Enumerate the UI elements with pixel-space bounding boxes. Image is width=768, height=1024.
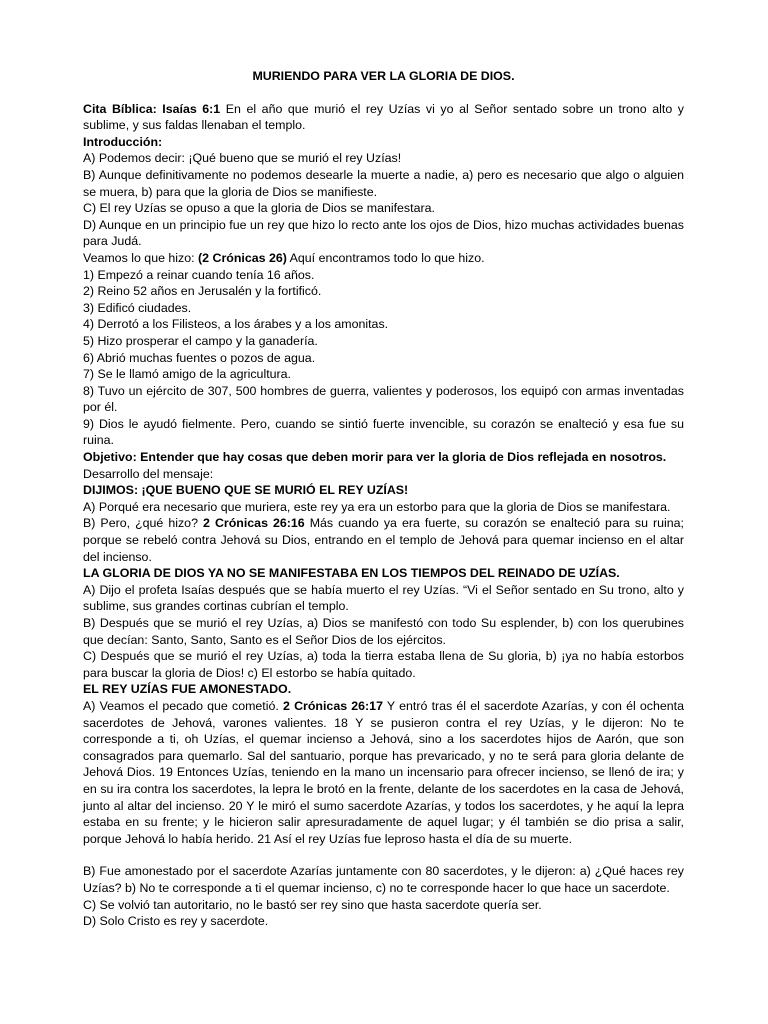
- document-page: [83, 68, 684, 930]
- section-item: [83, 515, 684, 565]
- cita-text: En el año que murió el rey Uzías vi yo al Señor sentado sobre un trono alto y sublime, y sus faldas llenaban el templo.: [83, 101, 684, 133]
- list-item: 5) Hizo prosperar el campo y la ganadería.: [83, 333, 318, 348]
- section-item: B) Fue amonestado por el sacerdote Azarías juntamente con 80 sacerdotes, y le dijeron: a) ¿Qué haces rey Uzías? b) No te corresponde a ti el quemar incienso, c) no te corresponde hacer lo que hace un sacerdote.: [83, 864, 684, 895]
- item-text: Y entró tras él el sacerdote Azarías, y con él ochenta sacerdotes de Jehová, varones valientes. 18 Y se pusieron contra el rey Uzías, y le dijeron: No te corresponde a ti, oh Uzías, el quemar incienso a Jehová, sino a los sacerdotes hijos de Aarón, que son consagrados para quemarlo. Sal del santuario, porque has prevaricado, y no te será para gloria delante de Jehová Dios. 19 Entonces Uzías, teniendo en la mano un incensario para ofrecer incienso, se llenó de ira; y en su ira contra los sacerdotes, la lepra le brotó en la frente, delante de los sacerdotes en la casa de Jehová, junto al altar del incienso. 20 Y le miró el sumo sacerdote Azarías, y todos los sacerdotes, y he aquí la lepra estaba en su frente; y le hicieron salir apresuradamente de aquel lugar; y él también se dio prisa a salir, porque Jehová lo había herido. 21 Así el rey Uzías fue leproso hasta el día de su muerte.: [83, 698, 684, 846]
- section-item: A) Dijo el profeta Isaías después que se había muerto el rey Uzías. “Vi el Señor sentado en Su trono, alto y sublime, sus grandes cortinas cubrían el templo.: [83, 582, 684, 614]
- section-heading: LA GLORIA DE DIOS YA NO SE MANIFESTABA EN LOS TIEMPOS DEL REINADO DE UZÍAS.: [83, 566, 620, 581]
- item-text: A) Veamos el pecado que cometió.: [83, 698, 284, 713]
- veamos-post: Aquí encontramos todo lo que hizo.: [286, 250, 485, 265]
- objetivo-label: Objetivo:: [83, 450, 137, 465]
- section-item: D) Solo Cristo es rey y sacerdote.: [83, 914, 269, 929]
- section-item: B) Después que se murió el rey Uzías, a) Dios se manifestó con todo Su esplender, b) con los querubines que decían: Santo, Santo, Santo es el Señor Dios de los ejércitos.: [83, 616, 684, 647]
- cita-label: Cita Bíblica: Isaías 6:1: [83, 101, 221, 116]
- intro-item: C) El rey Uzías se opuso a que la gloria de Dios se manifestara.: [83, 201, 435, 216]
- section-item: [83, 698, 684, 847]
- intro-item: B) Aunque definitivamente no podemos desearle la muerte a nadie, a) pero es necesario que algo o alguien se muera, b) para que la gloria de Dios se manifieste.: [83, 167, 684, 199]
- page-title: MURIENDO PARA VER LA GLORIA DE DIOS.: [252, 69, 515, 83]
- list-item: 6) Abrió muchas fuentes o pozos de agua.: [83, 350, 316, 365]
- cita-paragraph: [83, 101, 684, 134]
- veamos-ref: (2 Crónicas 26): [198, 250, 287, 265]
- desarrollo-heading: Desarrollo del mensaje:: [83, 466, 214, 481]
- list-item: 9) Dios le ayudó fielmente. Pero, cuando se sintió fuerte invencible, su corazón se enalteció y esa fue su ruina.: [83, 416, 684, 448]
- list-item: 4) Derrotó a los Filisteos, a los árabes y a los amonitas.: [83, 317, 389, 332]
- item-text: B) Pero, ¿qué hizo?: [83, 516, 204, 531]
- list-item: 3) Edificó ciudades.: [83, 300, 192, 315]
- section-heading: DIJIMOS: ¡QUE BUENO QUE SE MURIÓ EL REY UZÍAS!: [83, 483, 409, 498]
- list-item: 2) Reino 52 años en Jerusalén y la fortificó.: [83, 284, 322, 299]
- section-item: C) Se volvió tan autoritario, no le bastó ser rey sino que hasta sacerdote quería ser.: [83, 897, 542, 912]
- intro-heading: Introducción:: [83, 134, 163, 149]
- list-item: 1) Empezó a reinar cuando tenía 16 años.: [83, 267, 315, 282]
- veamos-paragraph: [83, 250, 684, 267]
- intro-item: A) Podemos decir: ¡Qué bueno que se murió el rey Uzías!: [83, 151, 402, 166]
- item-text: Más cuando ya era fuerte, su corazón se enalteció para su ruina; porque se rebeló contra Jehová su Dios, entrando en el templo de Jehová para quemar incienso en el altar del incienso.: [83, 516, 684, 564]
- section-item: A) Porqué era necesario que muriera, este rey ya era un estorbo para que la gloria de Dios se manifestara.: [83, 499, 671, 514]
- veamos-pre: Veamos lo que hizo:: [83, 250, 199, 265]
- list-item: 7) Se le llamó amigo de la agricultura.: [83, 367, 291, 382]
- objetivo-paragraph: [83, 449, 684, 466]
- section-heading: EL REY UZÍAS FUE AMONESTADO.: [83, 682, 292, 697]
- scripture-ref: 2 Crónicas 26:17: [283, 698, 383, 713]
- objetivo-text: Entender que hay cosas que deben morir para ver la gloria de Dios reflejada en nosotros.: [136, 450, 667, 465]
- list-item: 8) Tuvo un ejército de 307, 500 hombres de guerra, valientes y poderosos, los equipó con armas inventadas por él.: [83, 383, 684, 415]
- intro-item: D) Aunque en un principio fue un rey que hizo lo recto ante los ojos de Dios, hizo muchas actividades buenas para Judá.: [83, 217, 684, 249]
- section-item: C) Después que se murió el rey Uzías, a) toda la tierra estaba llena de Su gloria, b) ¡ya no había estorbos para buscar la gloria de Dios! c) El estorbo se había quitado.: [83, 649, 684, 680]
- scripture-ref: 2 Crónicas 26:16: [203, 516, 305, 531]
